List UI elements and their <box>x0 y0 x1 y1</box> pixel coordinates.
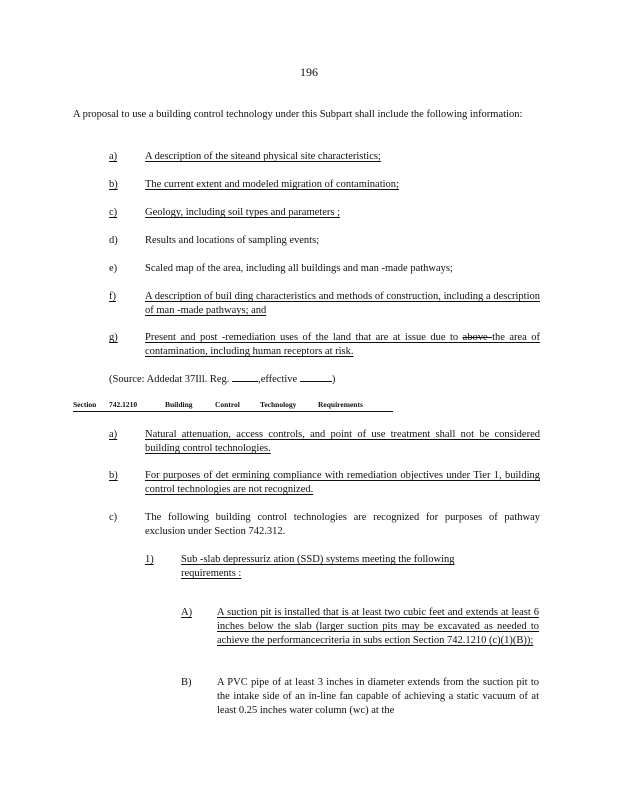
item-text: The following building control technologies are recognized for purposes of pathway exclusion under Section 742.312. <box>145 512 540 538</box>
item-label: e) <box>109 263 118 274</box>
item-text: Scaled map of the area, including all buildings and man -made pathways; <box>145 263 453 274</box>
heading-word: Control <box>215 400 240 409</box>
sub-sub-item-label: B) <box>181 677 192 688</box>
heading-word: Technology <box>260 400 297 409</box>
intro-paragraph: A proposal to use a building control technology under this Subpart shall include the following information: <box>73 109 523 120</box>
item-text: A description of the siteand physical site characteristics; <box>145 151 381 162</box>
item-text: Natural attenuation, access controls, and point of use treatment shall not be considered building control technologies. <box>145 429 540 455</box>
sub-item-label: 1) <box>145 554 154 565</box>
section-heading <box>73 400 393 412</box>
item-text <box>145 331 540 359</box>
heading-word: Building <box>165 400 193 409</box>
item-label: d) <box>109 235 118 246</box>
item-label: f) <box>109 291 116 302</box>
item-label: b) <box>109 179 118 190</box>
item-label: c) <box>109 207 118 218</box>
source-note <box>109 372 509 387</box>
item-label: g) <box>109 332 118 343</box>
section-number: 742.1210 <box>109 400 138 409</box>
item-text: Geology, including soil types and parameters ; <box>145 207 340 218</box>
item-text: The current extent and modeled migration of contamination; <box>145 179 399 190</box>
blank-line <box>232 372 258 382</box>
struck-text: above <box>462 332 493 343</box>
item-text-before: Present and post -remediation uses of the land that are at issue due to <box>145 332 463 343</box>
blank-line <box>300 372 332 382</box>
sub-item-text: Sub -slab depressuriz ation (SSD) systems meeting the following requirements : <box>181 554 455 580</box>
page-number: 196 <box>300 65 318 79</box>
sub-sub-item-text: A suction pit is installed that is at least two cubic feet and extends at least 6 inches below the slab (larger suction pits may be excavated as needed to achieve the performancecriteria in subs ection Section 742.1210 (c)(1)(B)); <box>217 607 539 647</box>
item-text: Results and locations of sampling events; <box>145 235 320 246</box>
source-prefix: (Source: Addedat 37Ill. Reg. <box>109 374 230 385</box>
sub-sub-item-text: A PVC pipe of at least 3 inches in diameter extends from the suction pit to the intake side of an in-line fan capable of achieving a static vacuum of at least 0.25 inches water column (wc) at the <box>217 677 539 717</box>
heading-word: Requirements <box>318 400 363 409</box>
item-label: b) <box>109 470 118 481</box>
item-label: c) <box>109 512 118 523</box>
item-text: A description of buil ding characteristics and methods of construction, including a description of man -made pathways; and <box>145 291 540 317</box>
section-word: Section <box>73 400 97 409</box>
source-mid: ,effective <box>258 374 298 385</box>
item-label: a) <box>109 429 118 440</box>
item-label: a) <box>109 151 118 162</box>
source-suffix: ) <box>331 374 336 385</box>
sub-sub-item-label: A) <box>181 607 193 618</box>
item-text-after: the area of contamination, including human receptors at risk. <box>145 332 540 358</box>
item-text: For purposes of det ermining compliance with remediation objectives under Tier 1, building control technologies are not recognized. <box>145 470 540 496</box>
